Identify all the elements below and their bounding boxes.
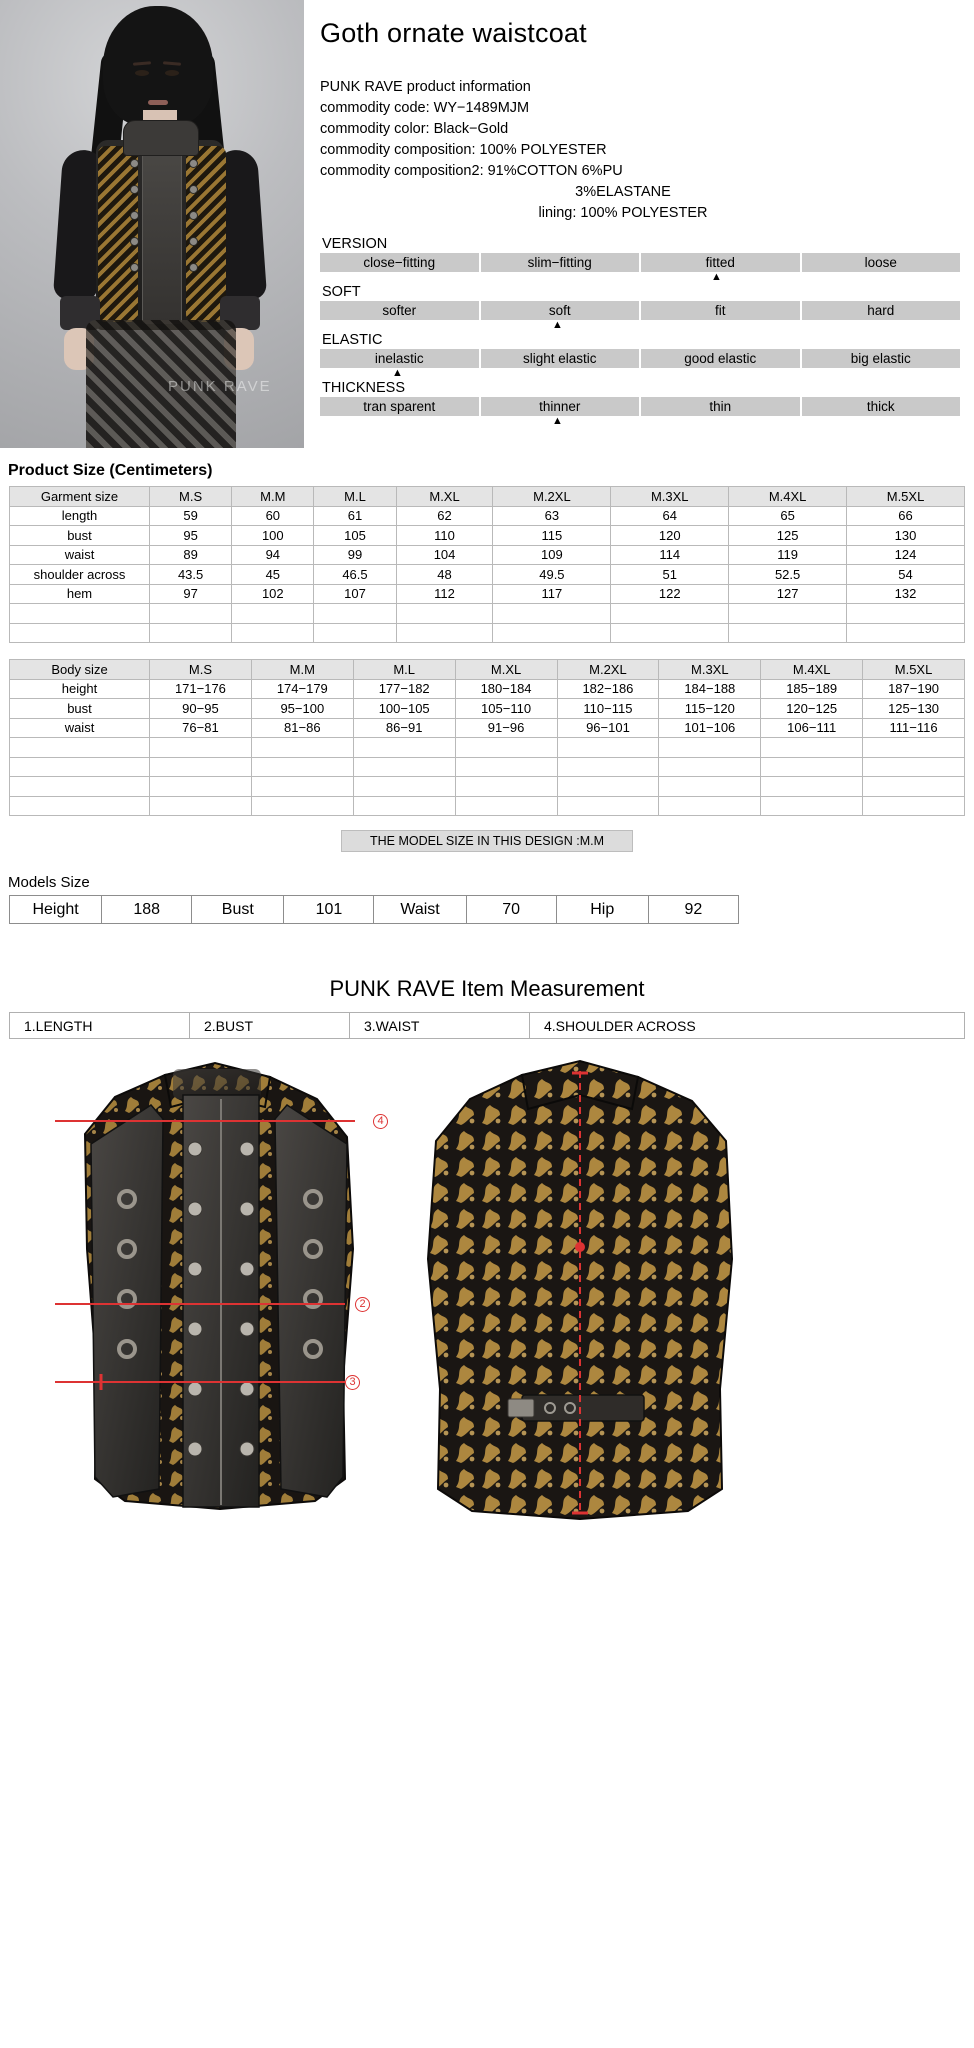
garment-row-1-c2: 100 [232, 526, 314, 546]
product-info [304, 0, 974, 448]
garment-row-2-c5: 109 [493, 545, 611, 565]
garment-row-2-c4: 104 [396, 545, 493, 565]
table-row [10, 1013, 965, 1039]
legend-item-waist: 3.WAIST [350, 1013, 530, 1039]
models-key-hip: Hip [556, 896, 648, 924]
spec-row-thickness [320, 397, 960, 416]
garment-row-1-c5: 115 [493, 526, 611, 546]
spec-option-version-1[interactable]: slim−fitting [481, 253, 640, 272]
body-row-2-c1: 76−81 [150, 718, 252, 738]
table-row [10, 718, 965, 738]
body-header-2: M.M [251, 660, 353, 680]
spec-option-elastic-3[interactable]: big elastic [802, 349, 961, 368]
spec-option-version-2[interactable]: fitted [641, 253, 800, 272]
body-row-2-c2: 81−86 [251, 718, 353, 738]
garment-row-4-c5: 117 [493, 584, 611, 604]
legend-item-shoulder: 4.SHOULDER ACROSS [530, 1013, 965, 1039]
garment-row-4-c3: 107 [314, 584, 396, 604]
body-header-5: M.2XL [557, 660, 659, 680]
garment-row-4-label: hem [10, 584, 150, 604]
body-header-6: M.3XL [659, 660, 761, 680]
model-size-note: THE MODEL SIZE IN THIS DESIGN :M.M [341, 830, 633, 852]
garment-row-4-c4: 112 [396, 584, 493, 604]
table-row-blank [10, 796, 965, 816]
body-row-1-c1: 90−95 [150, 699, 252, 719]
garment-header-8: M.5XL [847, 487, 965, 507]
spec-label-thickness: THICKNESS [322, 380, 405, 396]
measure-marker-3: 3 [345, 1375, 360, 1390]
body-header-0: Body size [10, 660, 150, 680]
garment-row-1-c8: 130 [847, 526, 965, 546]
body-header-7: M.4XL [761, 660, 863, 680]
spec-option-version-0[interactable]: close−fitting [320, 253, 479, 272]
garment-header-3: M.L [314, 487, 396, 507]
body-size-table [9, 659, 965, 816]
legend-item-length: 1.LENGTH [10, 1013, 190, 1039]
body-row-2-label: waist [10, 718, 150, 738]
body-row-1-c4: 105−110 [455, 699, 557, 719]
measurement-legend [9, 1012, 965, 1039]
garment-row-3-c8: 54 [847, 565, 965, 585]
body-row-1-c6: 115−120 [659, 699, 761, 719]
garment-header-4: M.XL [396, 487, 493, 507]
table-header-row [10, 487, 965, 507]
body-row-2-c5: 96−101 [557, 718, 659, 738]
body-row-0-label: height [10, 679, 150, 699]
garment-header-2: M.M [232, 487, 314, 507]
product-size-unit: (Centimeters) [109, 462, 213, 479]
body-header-3: M.L [353, 660, 455, 680]
table-row [10, 526, 965, 546]
garment-row-0-c1: 59 [150, 506, 232, 526]
garment-header-5: M.2XL [493, 487, 611, 507]
spec-option-soft-3[interactable]: hard [802, 301, 961, 320]
spec-label-elastic: ELASTIC [322, 332, 383, 348]
garment-row-0-c8: 66 [847, 506, 965, 526]
table-row-blank [10, 738, 965, 758]
top-section [0, 0, 974, 448]
info-line-2: commodity color: Black−Gold [320, 121, 509, 137]
spec-label-version: VERSION [322, 236, 388, 252]
body-row-1-c7: 120−125 [761, 699, 863, 719]
models-value-bust: 101 [284, 896, 374, 924]
garment-row-3-label: shoulder across [10, 565, 150, 585]
body-row-1-c5: 110−115 [557, 699, 659, 719]
body-header-4: M.XL [455, 660, 557, 680]
body-row-2-c7: 106−111 [761, 718, 863, 738]
measure-marker-4: 4 [373, 1114, 388, 1129]
body-row-0-c5: 182−186 [557, 679, 659, 699]
spec-row-soft [320, 301, 960, 320]
body-row-0-c8: 187−190 [863, 679, 965, 699]
spec-scales [320, 236, 960, 427]
body-row-0-c1: 171−176 [150, 679, 252, 699]
garment-row-2-c2: 94 [232, 545, 314, 565]
models-key-waist: Waist [374, 896, 466, 924]
garment-row-1-c4: 110 [396, 526, 493, 546]
models-size-table [9, 895, 739, 924]
spec-option-elastic-2[interactable]: good elastic [641, 349, 800, 368]
body-row-0-c3: 177−182 [353, 679, 455, 699]
spec-option-version-3[interactable]: loose [802, 253, 961, 272]
garment-row-3-c4: 48 [396, 565, 493, 585]
garment-row-3-c1: 43.5 [150, 565, 232, 585]
garment-row-2-c6: 114 [611, 545, 729, 565]
garment-row-0-c5: 63 [493, 506, 611, 526]
body-row-2-c4: 91−96 [455, 718, 557, 738]
garment-row-0-c6: 64 [611, 506, 729, 526]
measure-marker-2: 2 [355, 1297, 370, 1312]
garment-row-0-c2: 60 [232, 506, 314, 526]
spec-marker-thickness: ▲ [552, 415, 563, 427]
garment-row-3-c3: 46.5 [314, 565, 396, 585]
models-key-height: Height [10, 896, 102, 924]
table-row [10, 545, 965, 565]
garment-row-3-c2: 45 [232, 565, 314, 585]
garment-row-4-c2: 102 [232, 584, 314, 604]
models-value-hip: 92 [648, 896, 738, 924]
body-row-0-c2: 174−179 [251, 679, 353, 699]
body-row-1-c3: 100−105 [353, 699, 455, 719]
spec-option-thickness-0[interactable]: tran sparent [320, 397, 479, 416]
spec-marker-soft: ▲ [552, 319, 563, 331]
body-row-2-c6: 101−106 [659, 718, 761, 738]
table-header-row [10, 660, 965, 680]
garment-row-4-c6: 122 [611, 584, 729, 604]
spec-option-elastic-1[interactable]: slight elastic [481, 349, 640, 368]
garment-row-0-c4: 62 [396, 506, 493, 526]
photo-watermark: PUNK RAVE [168, 378, 272, 395]
garment-row-4-c1: 97 [150, 584, 232, 604]
models-value-height: 188 [102, 896, 192, 924]
vest-front-figure [55, 1049, 385, 1549]
models-value-waist: 70 [466, 896, 556, 924]
info-line-4: commodity composition2: 91%COTTON 6%PU [320, 163, 623, 179]
spec-option-soft-1[interactable]: soft [481, 301, 640, 320]
spec-marker-elastic: ▲ [392, 367, 403, 379]
models-key-bust: Bust [192, 896, 284, 924]
info-line-0: PUNK RAVE product information [320, 79, 531, 95]
garment-row-4-c8: 132 [847, 584, 965, 604]
info-line-5: 3%ELASTANE [575, 184, 671, 200]
vest-back-figure [400, 1049, 760, 1549]
body-row-2-c3: 86−91 [353, 718, 455, 738]
garment-row-3-c7: 52.5 [729, 565, 847, 585]
info-line-3: commodity composition: 100% POLYESTER [320, 142, 607, 158]
spec-option-thickness-1[interactable]: thinner [481, 397, 640, 416]
table-row [10, 679, 965, 699]
measurement-figures [0, 1049, 974, 1569]
garment-row-2-c1: 89 [150, 545, 232, 565]
body-row-1-c8: 125−130 [863, 699, 965, 719]
legend-item-bust: 2.BUST [190, 1013, 350, 1039]
table-row [10, 565, 965, 585]
body-row-0-c7: 185−189 [761, 679, 863, 699]
garment-row-0-label: length [10, 506, 150, 526]
spec-option-thickness-2[interactable]: thin [641, 397, 800, 416]
spec-option-soft-0[interactable]: softer [320, 301, 479, 320]
garment-row-1-c7: 125 [729, 526, 847, 546]
garment-row-2-c3: 99 [314, 545, 396, 565]
spec-option-soft-2[interactable]: fit [641, 301, 800, 320]
garment-row-2-c7: 119 [729, 545, 847, 565]
garment-row-3-c6: 51 [611, 565, 729, 585]
garment-row-1-c1: 95 [150, 526, 232, 546]
garment-row-1-label: bust [10, 526, 150, 546]
garment-header-0: Garment size [10, 487, 150, 507]
spec-label-soft: SOFT [322, 284, 361, 300]
spec-row-version [320, 253, 960, 272]
table-row [10, 584, 965, 604]
table-row [10, 896, 739, 924]
garment-row-2-label: waist [10, 545, 150, 565]
table-row-blank [10, 777, 965, 797]
model-photo [0, 0, 304, 448]
garment-row-1-c6: 120 [611, 526, 729, 546]
product-info-text [320, 77, 960, 224]
table-row-blank [10, 604, 965, 624]
garment-row-0-c3: 61 [314, 506, 396, 526]
garment-header-7: M.4XL [729, 487, 847, 507]
measurement-title: PUNK RAVE Item Measurement [329, 976, 645, 1001]
body-row-1-c2: 95−100 [251, 699, 353, 719]
body-header-1: M.S [150, 660, 252, 680]
product-size-title: Product Size [8, 462, 105, 479]
body-row-0-c4: 180−184 [455, 679, 557, 699]
garment-row-1-c3: 105 [314, 526, 396, 546]
garment-row-0-c7: 65 [729, 506, 847, 526]
spec-row-elastic [320, 349, 960, 368]
body-header-8: M.5XL [863, 660, 965, 680]
table-row-blank [10, 757, 965, 777]
garment-row-4-c7: 127 [729, 584, 847, 604]
table-row-blank [10, 623, 965, 643]
info-line-1: commodity code: WY−1489MJM [320, 100, 530, 116]
garment-header-6: M.3XL [611, 487, 729, 507]
spec-option-thickness-3[interactable]: thick [802, 397, 961, 416]
body-row-0-c6: 184−188 [659, 679, 761, 699]
garment-row-3-c5: 49.5 [493, 565, 611, 585]
body-row-2-c8: 111−116 [863, 718, 965, 738]
product-size-heading [8, 462, 974, 480]
info-line-6: lining: 100% POLYESTER [538, 205, 708, 221]
spec-marker-version: ▲ [711, 271, 722, 283]
garment-header-1: M.S [150, 487, 232, 507]
garment-size-table [9, 486, 965, 643]
body-row-1-label: bust [10, 699, 150, 719]
spec-option-elastic-0[interactable]: inelastic [320, 349, 479, 368]
garment-row-2-c8: 124 [847, 545, 965, 565]
table-row [10, 506, 965, 526]
page-title: Goth ornate waistcoat [320, 18, 587, 48]
table-row [10, 699, 965, 719]
models-size-label: Models Size [8, 874, 90, 891]
